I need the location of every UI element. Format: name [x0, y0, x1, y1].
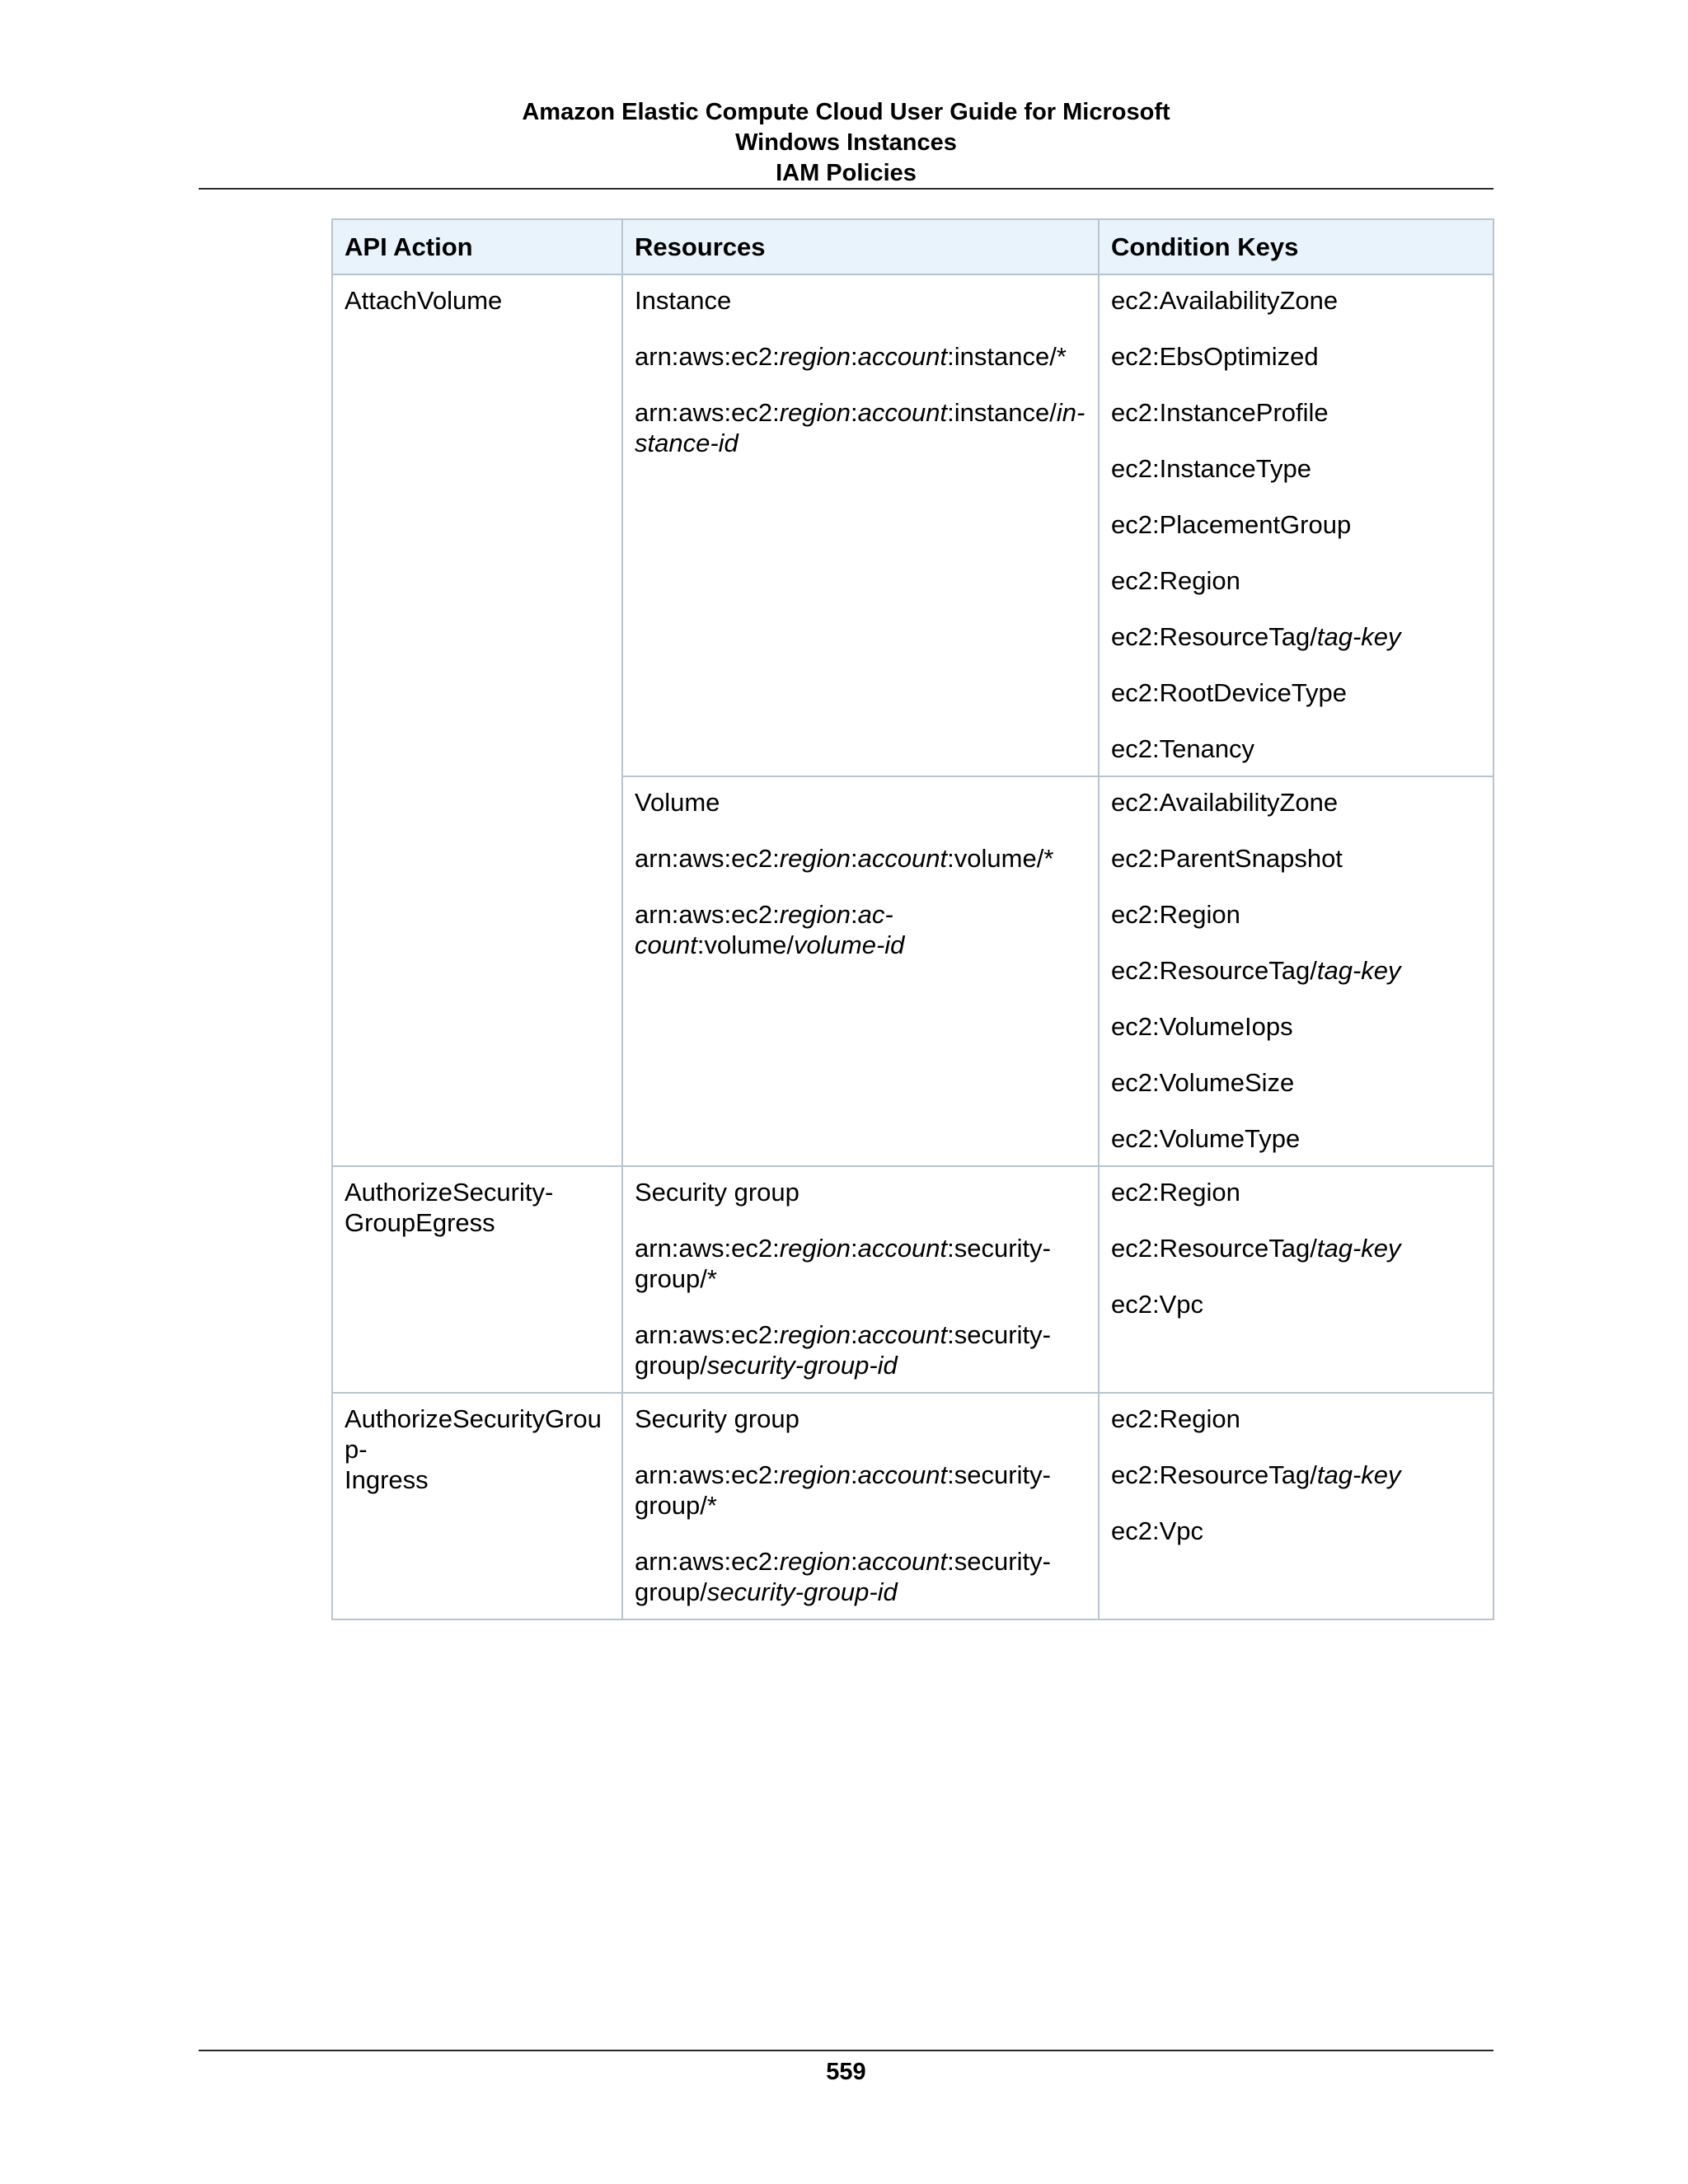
text-run: :security- — [947, 1547, 1051, 1576]
text-run: ec2:AvailabilityZone — [1111, 788, 1339, 817]
placeholder-text: account — [857, 1234, 948, 1263]
footer-divider — [199, 2050, 1493, 2051]
condition-keys-cell — [1099, 1393, 1493, 1619]
text-run: ec2:Region — [1111, 1404, 1240, 1433]
condition-key — [1111, 1460, 1481, 1490]
header-divider — [199, 188, 1493, 190]
placeholder-text: security-group-id — [706, 1351, 898, 1380]
resource-entry — [635, 1233, 1086, 1294]
placeholder-text: tag-key — [1316, 1234, 1401, 1263]
text-run: ec2:Region — [1111, 900, 1240, 929]
text-run: :volume/ — [696, 930, 795, 959]
table-body — [332, 274, 1493, 1619]
column-header-api-action: API Action — [332, 219, 622, 274]
api-action-cell — [332, 1393, 622, 1619]
text-run: arn:aws:ec2: — [635, 1460, 780, 1489]
text-run: arn:aws:ec2: — [635, 844, 780, 873]
resources-cell — [622, 1166, 1099, 1393]
condition-key — [1111, 955, 1481, 986]
text-run: arn:aws:ec2: — [635, 1234, 780, 1263]
placeholder-text: region — [779, 844, 851, 873]
placeholder-text: region — [779, 1320, 851, 1349]
text-run: ec2:Vpc — [1111, 1516, 1204, 1545]
text-run: group/* — [635, 1491, 717, 1520]
text-run: ec2:Region — [1111, 566, 1240, 595]
text-run: ec2:Vpc — [1111, 1290, 1204, 1319]
text-run: ec2:VolumeSize — [1111, 1068, 1295, 1097]
text-run: arn:aws:ec2: — [635, 1320, 780, 1349]
resource-entry — [635, 1177, 1086, 1207]
text-run: ec2:ParentSnapshot — [1111, 844, 1343, 873]
text-run: : — [850, 1320, 858, 1349]
text-run: group/* — [635, 1264, 717, 1293]
resource-entry — [635, 1404, 1086, 1434]
text-run: :instance/ — [947, 398, 1057, 427]
resource-entry — [635, 341, 1086, 372]
placeholder-text: tag-key — [1316, 622, 1401, 651]
api-action-name: AttachVolume — [345, 286, 503, 315]
placeholder-text: account — [857, 1547, 948, 1576]
text-run: Security group — [635, 1404, 799, 1433]
condition-key — [1111, 341, 1481, 372]
text-run: ec2:PlacementGroup — [1111, 510, 1352, 539]
placeholder-text: region — [779, 1547, 851, 1576]
header-title-line-1: Amazon Elastic Compute Cloud User Guide for Microsoft — [522, 99, 1170, 125]
resource-entry — [635, 843, 1086, 874]
resource-entry — [635, 787, 1086, 818]
placeholder-text: account — [857, 342, 948, 371]
condition-key — [1111, 1067, 1481, 1098]
text-run: Volume — [635, 788, 720, 817]
placeholder-text: ac- — [857, 900, 893, 929]
condition-key — [1111, 1011, 1481, 1042]
condition-key — [1111, 1404, 1481, 1434]
text-run: ec2:ResourceTag/ — [1111, 956, 1317, 985]
resource-entry — [635, 1460, 1086, 1521]
placeholder-text: region — [779, 1234, 851, 1263]
resources-cell — [622, 274, 1099, 776]
text-run: ec2:AvailabilityZone — [1111, 286, 1339, 315]
resource-entry — [635, 899, 1086, 960]
condition-key — [1111, 565, 1481, 596]
table-row — [332, 274, 1493, 776]
table-row — [332, 1166, 1493, 1393]
text-run: :security- — [947, 1460, 1051, 1489]
column-header-condition-keys: Condition Keys — [1099, 219, 1493, 274]
placeholder-text: region — [779, 900, 851, 929]
text-run: :volume/* — [947, 844, 1054, 873]
api-action-name: AuthorizeSecurity- GroupEgress — [345, 1178, 554, 1237]
text-run: ec2:ResourceTag/ — [1111, 622, 1317, 651]
text-run: ec2:RootDeviceType — [1111, 678, 1348, 707]
text-run: : — [850, 342, 858, 371]
text-run: : — [850, 1547, 858, 1576]
text-run: : — [850, 1234, 858, 1263]
table-header-row — [332, 219, 1493, 274]
text-run: ec2:EbsOptimized — [1111, 342, 1319, 371]
column-header-resources: Resources — [622, 219, 1099, 274]
text-run: Security group — [635, 1178, 799, 1207]
resources-cell — [622, 1393, 1099, 1619]
placeholder-text: region — [779, 1460, 851, 1489]
condition-key — [1111, 1233, 1481, 1263]
resource-entry — [635, 285, 1086, 316]
text-run: ec2:VolumeType — [1111, 1124, 1301, 1153]
condition-key — [1111, 787, 1481, 818]
placeholder-text: account — [857, 1460, 948, 1489]
condition-key — [1111, 1289, 1481, 1319]
condition-keys-cell — [1099, 776, 1493, 1166]
api-action-cell — [332, 274, 622, 1166]
text-run: ec2:ResourceTag/ — [1111, 1460, 1317, 1489]
table-row — [332, 1393, 1493, 1619]
api-action-cell — [332, 1166, 622, 1393]
text-run: arn:aws:ec2: — [635, 900, 780, 929]
placeholder-text: account — [857, 1320, 948, 1349]
text-run: arn:aws:ec2: — [635, 1547, 780, 1576]
text-run: arn:aws:ec2: — [635, 342, 780, 371]
text-run: : — [850, 1460, 858, 1489]
placeholder-text: region — [779, 398, 851, 427]
placeholder-text: region — [779, 342, 851, 371]
condition-key — [1111, 453, 1481, 484]
condition-keys-cell — [1099, 274, 1493, 776]
text-run: group/ — [635, 1577, 707, 1606]
resources-cell — [622, 776, 1099, 1166]
header-section-title: IAM Policies — [776, 160, 917, 186]
text-run: ec2:InstanceType — [1111, 454, 1311, 483]
placeholder-text: volume-id — [794, 930, 905, 959]
text-run: ec2:InstanceProfile — [1111, 398, 1329, 427]
condition-key — [1111, 677, 1481, 708]
text-run: group/ — [635, 1351, 707, 1380]
condition-key — [1111, 621, 1481, 652]
placeholder-text: in- — [1056, 398, 1085, 427]
placeholder-text: security-group-id — [706, 1577, 898, 1606]
condition-key — [1111, 1177, 1481, 1207]
running-header — [199, 97, 1493, 189]
condition-key — [1111, 285, 1481, 316]
placeholder-text: tag-key — [1316, 1460, 1401, 1489]
condition-key — [1111, 843, 1481, 874]
iam-policy-table — [331, 218, 1494, 1620]
condition-key — [1111, 397, 1481, 428]
header-title-line-2: Windows Instances — [735, 129, 957, 156]
resource-entry — [635, 1319, 1086, 1380]
condition-key — [1111, 733, 1481, 764]
placeholder-text: stance-id — [635, 429, 738, 457]
condition-key — [1111, 1516, 1481, 1546]
text-run: : — [850, 844, 858, 873]
text-run: : — [850, 900, 858, 929]
resource-entry — [635, 397, 1086, 458]
text-run: ec2:Region — [1111, 1178, 1240, 1207]
resource-entry — [635, 1546, 1086, 1607]
text-run: arn:aws:ec2: — [635, 398, 780, 427]
placeholder-text: tag-key — [1316, 956, 1401, 985]
placeholder-text: account — [857, 398, 948, 427]
text-run: :instance/* — [947, 342, 1067, 371]
placeholder-text: account — [857, 844, 948, 873]
condition-key — [1111, 1123, 1481, 1154]
page-number: 559 — [826, 2059, 866, 2085]
text-run: Instance — [635, 286, 732, 315]
text-run: :security- — [947, 1234, 1051, 1263]
api-action-name: AuthorizeSecurityGroup- Ingress — [345, 1404, 602, 1494]
condition-keys-cell — [1099, 1166, 1493, 1393]
text-run: ec2:Tenancy — [1111, 734, 1255, 763]
text-run: ec2:VolumeIops — [1111, 1012, 1293, 1041]
condition-key — [1111, 899, 1481, 930]
text-run: : — [850, 398, 858, 427]
text-run: ec2:ResourceTag/ — [1111, 1234, 1317, 1263]
placeholder-text: count — [635, 930, 697, 959]
text-run: :security- — [947, 1320, 1051, 1349]
condition-key — [1111, 509, 1481, 540]
